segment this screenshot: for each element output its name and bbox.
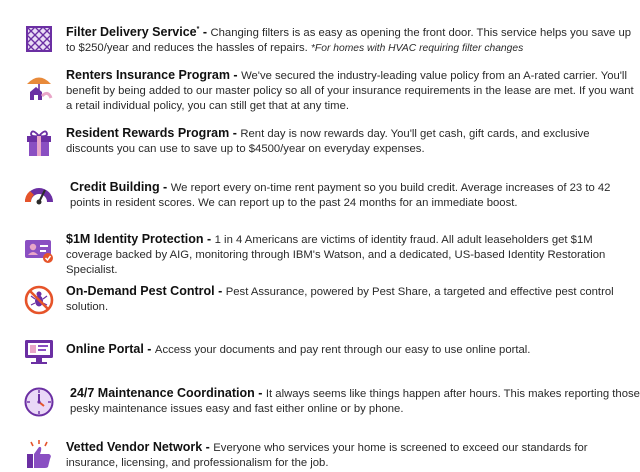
feature-description: Rent day is now rewards day. You'll get cash, gift cards, and exclusive discounts you can use to save up to $4500/year on everyday expenses. bbox=[66, 128, 590, 156]
feature-title: Filter Delivery Service* bbox=[66, 25, 200, 40]
feature-text: Filter Delivery Service* - Changing filters is as easy as opening the front door. This service helps you save up to $250/year and reduces the hassles of repairs. *For homes with HVAC requiring filter changes bbox=[66, 25, 632, 55]
gauge-icon bbox=[22, 178, 56, 212]
feature-title: Resident Rewards Program bbox=[66, 126, 230, 140]
feature-title: On-Demand Pest Control bbox=[66, 284, 215, 298]
feature-text: Credit Building - We report every on-time rent payment so you build credit. Average increases of 23 to 42 points in resident scores. We can report up to the past 24 months for an immediate boost. bbox=[70, 180, 611, 210]
feature-description: Everyone who services your home is screened to exceed our standards for insurance, licensing, and professionalism for the job. bbox=[66, 442, 588, 470]
id-card-icon bbox=[22, 232, 56, 266]
feature-text: On-Demand Pest Control - Pest Assurance, powered by Pest Share, a targeted and effective pest control solution. bbox=[66, 284, 614, 314]
feature-title: 24/7 Maintenance Coordination bbox=[70, 386, 255, 400]
gift-icon bbox=[22, 126, 56, 160]
feature-text: $1M Identity Protection - 1 in 4 Americans are victims of identity fraud. All adult leaseholders get $1M coverage backed by AIG, monitoring through IBM's Watson, and a dedicated, US-based Identity Restoration Specialist. bbox=[66, 232, 606, 277]
feature-title: Online Portal bbox=[66, 342, 144, 356]
feature-title: Credit Building bbox=[70, 180, 160, 194]
umbrella-house-icon bbox=[22, 70, 56, 104]
feature-description: 1 in 4 Americans are victims of identity fraud. All adult leaseholders get $1M coverage backed by AIG, monitoring through IBM's Watson, and a dedicated, US-based Identity Restoration Specialist. bbox=[66, 234, 606, 277]
feature-text: Resident Rewards Program - Rent day is now rewards day. You'll get cash, gift cards, and exclusive discounts you can use to save up to $4500/year on everyday expenses. bbox=[66, 126, 590, 156]
feature-text: 24/7 Maintenance Coordination - It always seems like things happen after hours. This makes reporting those pesky maintenance issues easy and fast either online or by phone. bbox=[70, 386, 640, 416]
filter-icon bbox=[22, 22, 56, 56]
feature-description: It always seems like things happen after hours. This makes reporting those pesky maintenance issues easy and fast either online or by phone. bbox=[70, 388, 640, 416]
feature-title: Renters Insurance Program bbox=[66, 68, 230, 82]
feature-description: Access your documents and pay rent through our easy to use online portal. bbox=[154, 344, 531, 356]
feature-text: Vetted Vendor Network - Everyone who services your home is screened to exceed our standards for insurance, licensing, and professionalism for the job. bbox=[66, 440, 588, 470]
no-bugs-icon bbox=[22, 283, 56, 317]
clock-icon bbox=[22, 385, 56, 419]
feature-text: Online Portal - Access your documents and pay rent through our easy to use online portal. bbox=[66, 342, 531, 356]
thumbs-up-icon bbox=[22, 438, 56, 472]
feature-title: Vetted Vendor Network bbox=[66, 440, 203, 454]
feature-description: Pest Assurance, powered by Pest Share, a targeted and effective pest control solution. bbox=[66, 286, 614, 314]
feature-note: *For homes with HVAC requiring filter changes bbox=[310, 43, 524, 55]
feature-text: Renters Insurance Program - We've secured the industry-leading value policy from an A-rated carrier. You'll benefit by being added to our master policy so all of your insurance requirements in the lease are met. If you want a retail individual policy, you can still get that at any time. bbox=[66, 68, 634, 113]
monitor-icon bbox=[22, 334, 56, 368]
feature-description: We've secured the industry-leading value policy from an A-rated carrier. You'll benefit by being added to our master policy so all of your insurance requirements in the lease are met. If you want a retail individual policy, you can still get that at any time. bbox=[66, 70, 634, 113]
feature-description: Changing filters is as easy as opening the front door. This service helps you save up to $250/year and reduces the hassles of repairs. bbox=[66, 27, 632, 55]
feature-description: We report every on-time rent payment so you build credit. Average increases of 23 to 42 points in resident scores. We can report up to the past 24 months for an immediate boost. bbox=[70, 182, 611, 210]
feature-title: $1M Identity Protection bbox=[66, 232, 204, 246]
